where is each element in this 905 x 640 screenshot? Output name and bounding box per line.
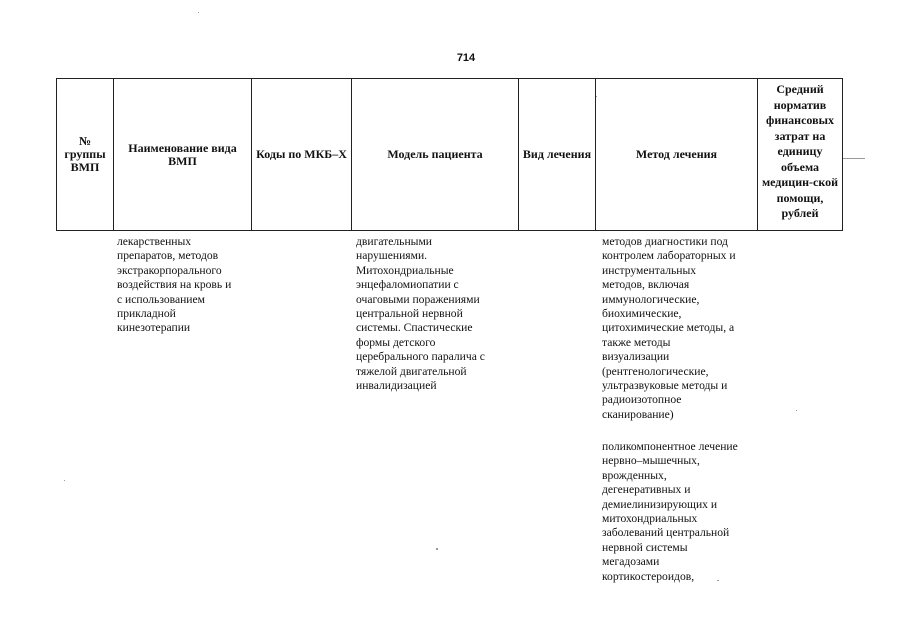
scan-mark <box>596 96 597 97</box>
treatment-method-text-1: методов диагностики под контролем лабораторных и инструментальных методов, включая иммунологические, биохимические, цитохимические методы, а также методы визуализации (рентгенологические, ультразвуковые методы и радиоизотопное сканирование) <box>602 235 736 421</box>
header-icd-codes: Коды по МКБ–Х <box>252 79 352 231</box>
scan-mark <box>436 548 438 550</box>
treatment-method-text-2: поликомпонентное лечение нервно–мышечных, врожденных, дегенеративных и демиелинизирующих и митохондриальных заболеваний центральной нервной системы мегадозами кортикостероидов, <box>602 440 738 583</box>
page-number: 714 <box>456 52 476 64</box>
patient-model-text: двигательными нарушениями. Митохондриальные энцефаломиопатии с очаговыми поражениями центральной нервной системы. Спастические формы детского церебрального паралича с тяжелой двигательной инвалидизацией <box>356 235 485 393</box>
scan-mark <box>198 12 199 13</box>
scan-mark <box>64 480 65 481</box>
scan-mark <box>796 410 797 411</box>
vmp-name-text: лекарственных препаратов, методов экстракорпорального воздействия на кровь и с использованием прикладной кинезотерапии <box>117 235 232 335</box>
header-treatment-method: Метод лечения <box>596 79 758 231</box>
header-table <box>56 78 843 231</box>
header-average-cost: Средний норматив финансовых затрат на единицу объема медицин-ской помощи, рублей <box>758 79 843 231</box>
scan-mark <box>843 158 865 159</box>
header-treatment-type: Вид лечения <box>519 79 596 231</box>
header-group-number: № группы ВМП <box>57 79 114 231</box>
header-vmp-name: Наименование вида ВМП <box>114 79 252 231</box>
header-patient-model: Модель пациента <box>352 79 519 231</box>
scan-mark <box>717 580 719 581</box>
